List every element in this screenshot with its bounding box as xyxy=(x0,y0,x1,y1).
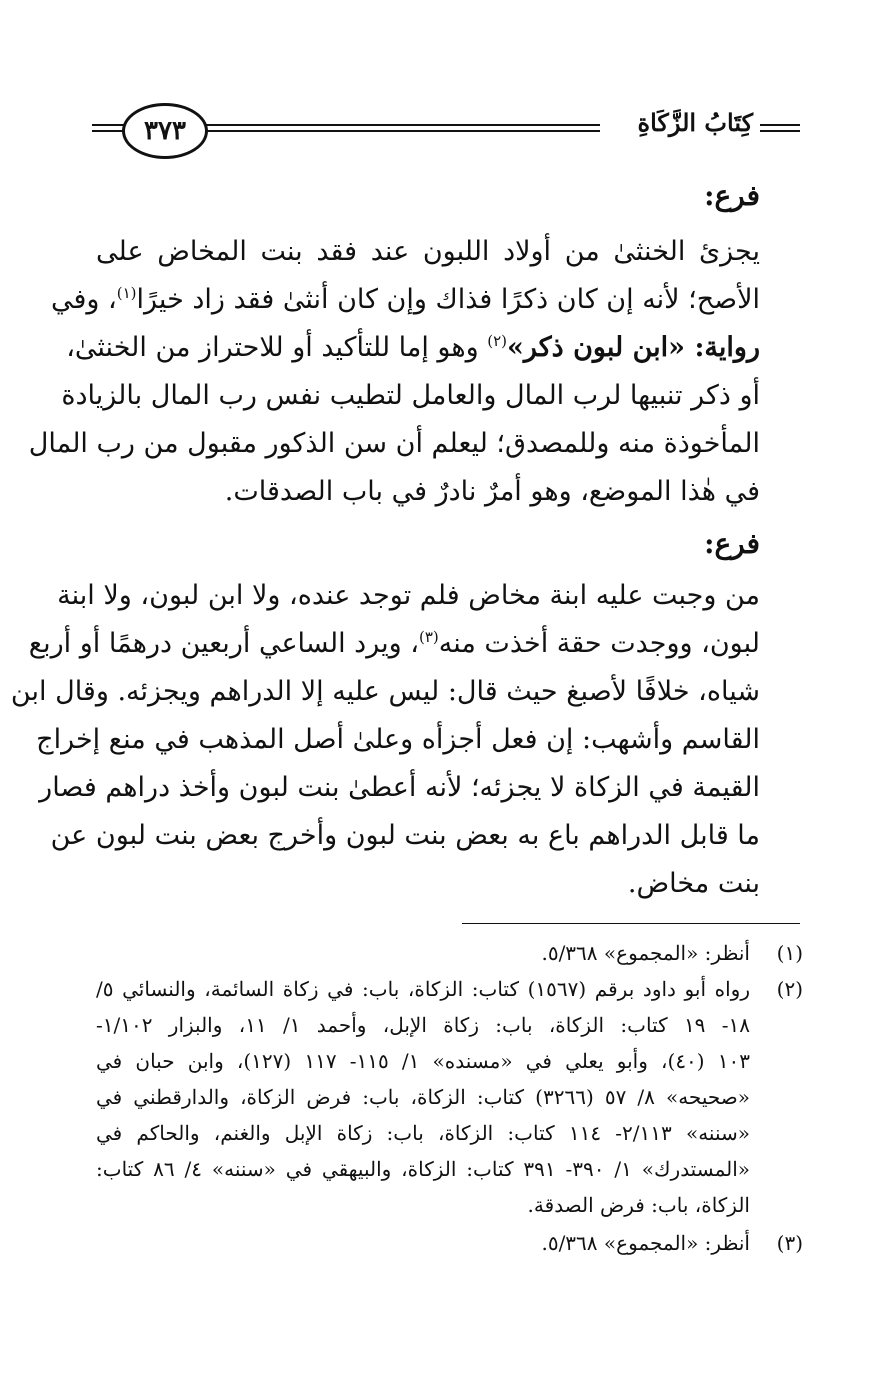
footnote-ref-2[interactable]: (٢) xyxy=(487,332,508,350)
text-run: لبون، ووجدت حقة أخذت منه xyxy=(438,628,760,659)
footnote-ref-3[interactable]: (٣) xyxy=(418,628,439,646)
footnote-line: «صحيحه» ٨/ ٥٧ (٣٢٦٦) كتاب: الزكاة، باب: فرض الزكاة، والدارقطني في xyxy=(96,1085,751,1109)
paragraph-line xyxy=(66,328,760,368)
paragraph-line xyxy=(51,280,760,320)
header-rule-right-2 xyxy=(760,130,800,132)
paragraph-line: من وجبت عليه ابنة مخاض فلم توجد عنده، ولا ابن لبون، ولا ابنة xyxy=(57,580,760,611)
footnote-number: (١) xyxy=(776,941,803,965)
paragraph-line: أو ذكر تنبيها لرب المال والعامل لتطيب نفس رب المال بالزيادة xyxy=(61,380,760,411)
footnote-line: «المستدرك» ١/ ٣٩٠- ٣٩١ كتاب: الزكاة، والبيهقي في «سننه» ٤/ ٨٦ كتاب: xyxy=(96,1157,751,1181)
paragraph-line: يجزئ الخنثىٰ من أولاد اللبون عند فقد بنت المخاض على xyxy=(96,236,760,267)
footnote-number: (٢) xyxy=(776,977,803,1001)
paragraph-line: القيمة في الزكاة لا يجزئه؛ لأنه أعطىٰ بنت لبون وأخذ دراهم فصار xyxy=(39,772,760,803)
footnote-line: ١٠٣ (٤٠)، وأبو يعلي في «مسنده» ١/ ١١٥- ١١٧ (١٢٧)، وابن حبان في xyxy=(96,1049,750,1073)
paragraph-line: شياه، خلافًا لأصبغ حيث قال: ليس عليه إلا الدراهم ويجزئه. وقال ابن xyxy=(10,676,760,707)
section-heading-2: فرع: xyxy=(704,527,760,560)
paragraph-line: بنت مخاض. xyxy=(627,868,760,899)
footnote-line: أنظر: «المجموع» ٥/٣٦٨. xyxy=(541,941,750,965)
header-rule-middle xyxy=(200,124,600,126)
text-run: ، ويرد الساعي أربعين درهمًا أو أربع xyxy=(28,628,419,659)
paragraph-line: ما قابل الدراهم باع به بعض بنت لبون وأخرج بعض بنت لبون عن xyxy=(50,820,760,851)
hadith-quote: رواية: «ابن لبون ذكر» xyxy=(507,332,760,363)
footnote-ref-1[interactable]: (١) xyxy=(116,284,137,302)
footnote-line: ١٨- ١٩ كتاب: الزكاة، باب: زكاة الإبل، وأحمد ١/ ١١، والبزار ١/١٠٢- xyxy=(96,1013,750,1037)
header-rule-middle-2 xyxy=(200,130,600,132)
paragraph-line: المأخوذة منه وللمصدق؛ ليعلم أن سن الذكور مقبول من رب المال xyxy=(28,428,760,459)
text-run: وهو إما للتأكيد أو للاحتراز من الخنثىٰ، xyxy=(66,332,488,363)
paragraph-line: القاسم وأشهب: إن فعل أجزأه وعلىٰ أصل المذهب في منع إخراج xyxy=(36,724,760,755)
text-run: الأصح؛ لأنه إن كان ذكرًا فذاك وإن كان أنثىٰ فقد زاد خيرًا xyxy=(136,284,760,315)
paragraph-line xyxy=(28,624,760,664)
footnote-line: الزكاة، باب: فرض الصدقة. xyxy=(527,1193,750,1217)
header-rule-right xyxy=(760,124,800,126)
paragraph-line: في هٰذا الموضع، وهو أمرٌ نادرٌ في باب الصدقات. xyxy=(224,476,760,507)
footnote-line: أنظر: «المجموع» ٥/٣٦٨. xyxy=(541,1231,750,1255)
section-heading-1: فرع: xyxy=(704,179,760,212)
page-number: ٣٧٣ xyxy=(122,103,208,159)
footnote-number: (٣) xyxy=(776,1231,803,1255)
text-run: ، وفي xyxy=(51,284,117,315)
footnote-separator xyxy=(462,923,800,924)
footnote-line: «سننه» ٢/١١٣- ١١٤ كتاب: الزكاة، باب: زكاة الإبل والغنم، والحاكم في xyxy=(96,1121,750,1145)
footnote-line: رواه أبو داود برقم (١٥٦٧) كتاب: الزكاة، باب: في زكاة السائمة، والنسائي ٥/ xyxy=(96,977,750,1001)
running-header-title: كِتَابُ الزَّكَاةِ xyxy=(632,108,759,137)
